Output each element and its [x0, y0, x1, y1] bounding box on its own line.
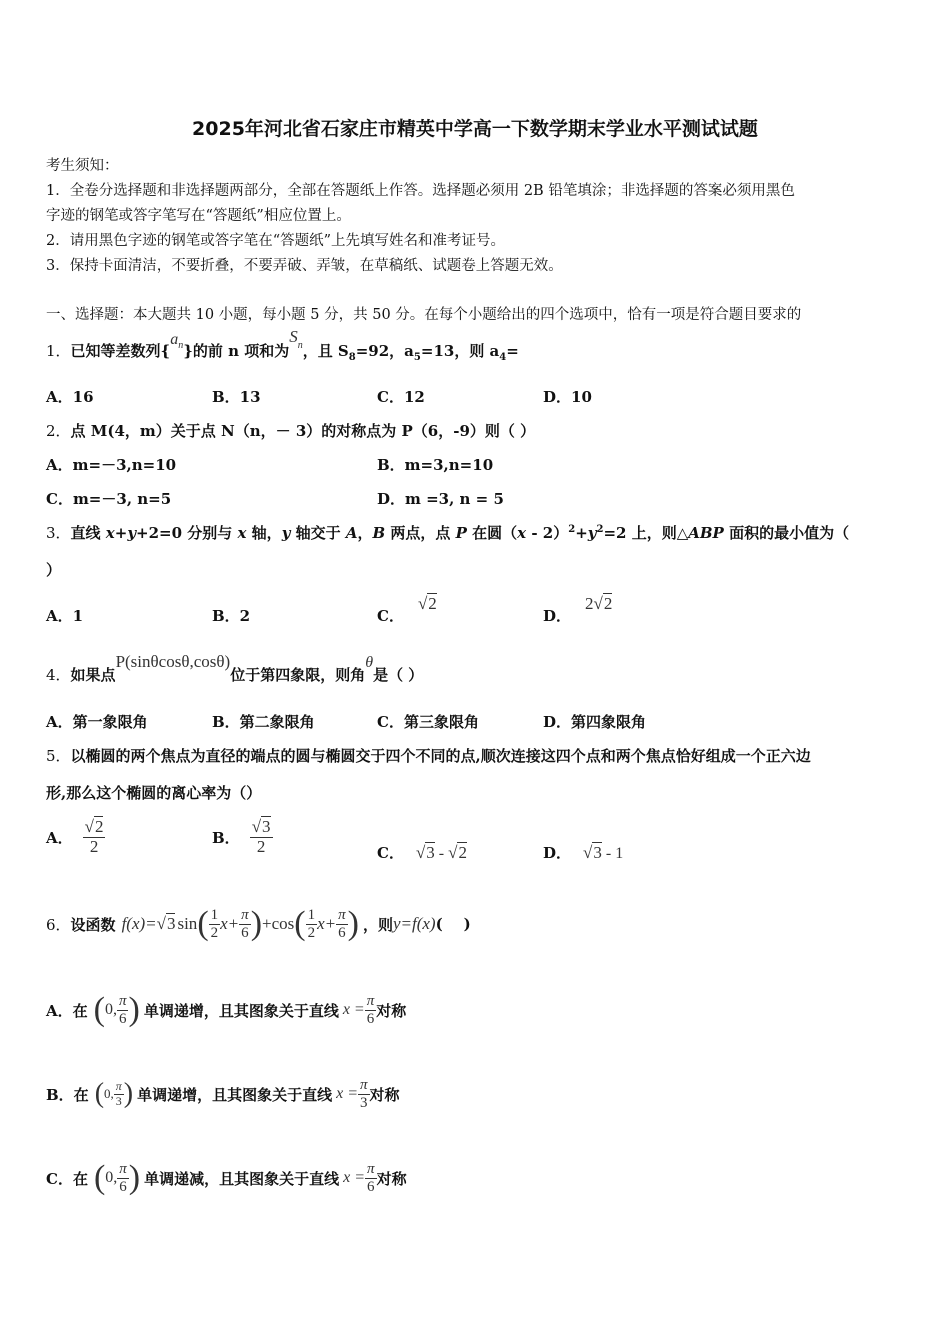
q3-option-c-sqrt: √2: [417, 594, 437, 613]
q5-option-c-sqrt-2: √2: [448, 843, 467, 862]
page-title: 2025年河北省石家庄市精英中学高一下数学期末学业水平测试试题: [192, 118, 758, 140]
q3-option-d[interactable]: [543, 593, 613, 625]
q4-theta: θ: [365, 654, 374, 671]
q5-number: 5．: [46, 747, 71, 765]
q6-pi6-2: [336, 907, 348, 941]
q5-option-d-radicand: 3: [593, 843, 602, 862]
q5-option-a-denominator: 2: [89, 836, 99, 856]
q6-pi6-2-den: 6: [338, 924, 346, 941]
q1-text-2: }的前 n 项和为: [183, 342, 290, 360]
q5-option-b-fraction: [250, 818, 273, 856]
q5-option-b-label: B．: [212, 829, 240, 848]
q6-option-c-x: x =: [343, 1169, 366, 1186]
q6-option-b-x: x =: [336, 1085, 359, 1102]
q3-t4: 轴，: [246, 524, 282, 542]
q6-lhs: f(x)=: [121, 914, 157, 933]
q6-half-2-num: 1: [307, 907, 316, 923]
q1-text-6: =: [506, 342, 519, 360]
q6-option-a-zero: 0,: [104, 1001, 117, 1018]
q6-option-a-paren-open: (: [93, 991, 105, 1028]
q1-text-4: =92，a: [355, 342, 414, 360]
q3-option-c-label: C．: [377, 607, 404, 625]
q6-sqrt3-radicand: 3: [166, 914, 176, 933]
q3-t11: =2 上，则△: [603, 524, 689, 542]
q6-option-a[interactable]: [46, 986, 406, 1034]
q4-text-1: 如果点: [70, 666, 116, 684]
q1-a-sub: n: [178, 340, 184, 351]
q6-half-2: [306, 907, 318, 941]
q3-x3: x: [517, 524, 527, 542]
q6-option-c-interval-frac: [117, 1161, 129, 1195]
q6-option-a-axis-den: 6: [366, 1010, 375, 1027]
q6-option-c-zero: 0,: [105, 1169, 118, 1186]
q6-paren-close-2: ): [347, 905, 359, 942]
q6-text-2: ，则: [362, 915, 393, 934]
q5-option-c-sqrt-1: √3: [415, 843, 435, 862]
q3-option-c-radicand: 2: [428, 594, 437, 613]
q6-option-a-interval-num: π: [118, 993, 127, 1009]
q3-option-d-coef: 2: [585, 594, 594, 613]
q3-t2: +: [114, 524, 128, 542]
q5-option-d-label: D．: [543, 844, 572, 862]
q6-option-a-end: 对称: [376, 1001, 407, 1020]
q5-option-a-numerator: √2: [84, 817, 104, 836]
q1-option-c[interactable]: C．12: [377, 388, 425, 406]
q6-option-b-end: 对称: [369, 1085, 400, 1104]
question-5: [46, 745, 811, 766]
q6-option-b-interval-num: π: [115, 1079, 122, 1094]
q1-sub-4: 4: [499, 352, 507, 363]
q3-x1: x: [105, 524, 115, 542]
q1-option-b[interactable]: B．13: [212, 388, 261, 406]
q6-option-b-zero: 0,: [104, 1086, 114, 1101]
q1-text-3: ，且 S: [302, 342, 349, 360]
q6-option-b-interval-den: 3: [115, 1093, 122, 1108]
q4-option-c[interactable]: C．第三象限角: [377, 713, 479, 731]
q3-t7: 两点，点: [385, 524, 456, 542]
q6-sin: sin: [177, 914, 198, 933]
q4-point-expr: P(sinθcosθ,cosθ): [115, 652, 231, 671]
q3-continuation: ）: [46, 561, 62, 579]
q6-option-c-paren-open: (: [93, 1159, 106, 1196]
q1-option-a[interactable]: A．16: [46, 388, 94, 406]
q3-option-d-sqrt: √2: [593, 594, 613, 613]
q5-option-c-minus: -: [434, 845, 449, 862]
q6-option-c-end: 对称: [376, 1169, 407, 1188]
q5-option-b[interactable]: [212, 818, 273, 856]
q1-a: a: [170, 331, 179, 348]
question-2: [46, 420, 535, 441]
q3-y2: y: [281, 524, 291, 542]
q1-S-sub: n: [297, 340, 303, 351]
q6-option-b-interval-frac: [114, 1080, 124, 1107]
q3-option-d-radicand: 2: [603, 594, 613, 613]
question-3: [46, 522, 849, 543]
q6-option-b-axis-den: 3: [360, 1094, 368, 1111]
q1-text-5: =13，则 a: [420, 342, 500, 360]
q3-number: 3．: [46, 524, 71, 542]
q6-option-a-label: A．在: [46, 1001, 88, 1020]
q3-y3: y: [587, 524, 597, 542]
q6-option-c-paren-close: ): [128, 1159, 141, 1196]
q1-sub-5: 5: [413, 352, 421, 363]
q5-line-2: 形,那么这个椭圆的离心率为（）: [46, 784, 262, 802]
q6-sqrt3: √3: [156, 914, 176, 933]
q6-option-a-paren-close: ): [128, 991, 140, 1028]
q3-t1: 直线: [70, 524, 106, 542]
q3-exp-2: 2: [596, 524, 604, 535]
q6-pi6-1-den: 6: [241, 924, 249, 941]
q2-text: 点 M(4，m）关于点 N（n，－ 3）的对称点为 P（6，-9）则（ ）: [70, 422, 536, 440]
q5-option-d-sqrt: √3: [583, 843, 602, 862]
q3-P: P: [455, 524, 467, 542]
q5-option-c-radicand-1: 3: [426, 843, 435, 862]
notice-line-2: 2．请用黑色字迹的钢笔或答字笔在“答题纸”上先填写姓名和准考证号。: [46, 233, 506, 249]
q3-option-b[interactable]: B．2: [212, 607, 251, 625]
q5-option-a[interactable]: [46, 818, 105, 856]
q5-option-d[interactable]: [543, 842, 623, 863]
section-heading: 一、选择题：本大题共 10 小题，每小题 5 分，共 50 分。在每个小题给出的四个选项中，恰有一项是符合题目要求的: [46, 307, 802, 323]
q1-text-1: 已知等差数列{: [70, 342, 171, 360]
q6-plus-cos: +cos: [262, 914, 295, 933]
question-6: [46, 900, 471, 948]
q6-paren-open-2: (: [294, 905, 306, 942]
q6-option-c[interactable]: [46, 1154, 407, 1202]
q3-t12: 面积的最小值为（: [723, 524, 850, 542]
q6-text-3: ( ): [435, 915, 471, 933]
q6-option-a-mid: 单调递增，且其图象关于直线: [143, 1001, 339, 1020]
q6-half-1: [209, 907, 221, 941]
q5-option-d-rest: - 1: [601, 845, 624, 862]
q6-paren-close-1: ): [250, 905, 263, 942]
q3-x2: x: [237, 524, 247, 542]
q6-option-b[interactable]: [46, 1070, 400, 1118]
q6-number: 6．: [46, 915, 71, 934]
q3-t6: ，: [357, 524, 373, 542]
q6-option-a-axis-num: π: [366, 993, 375, 1009]
q1-option-d[interactable]: D．10: [543, 388, 592, 406]
q1-S: S: [289, 327, 298, 346]
q6-option-c-interval-den: 6: [119, 1178, 127, 1195]
q5-option-b-radicand: 3: [262, 817, 271, 836]
q6-option-c-interval-num: π: [119, 1161, 127, 1177]
q3-y1: y: [127, 524, 137, 542]
q4-option-d[interactable]: D．第四象限角: [543, 713, 647, 731]
q3-t8: 在圆（: [466, 524, 518, 542]
q3-t3: +2=0 分别与: [136, 524, 238, 542]
q6-half-1-num: 1: [210, 907, 219, 923]
q3-option-c[interactable]: [377, 593, 437, 625]
notice-heading: 考生须知：: [46, 158, 119, 174]
question-1: [46, 328, 519, 368]
q6-option-c-axis-frac: [365, 1161, 377, 1195]
q2-option-d[interactable]: D．m =3, n = 5: [377, 490, 504, 508]
q6-text-1: 设函数: [70, 915, 116, 934]
q5-line-1: 以椭圆的两个焦点为直径的端点的圆与椭圆交于四个不同的点,顺次连接这四个点和两个焦点恰好组成一个正六边: [70, 747, 811, 765]
q5-option-c-radicand-2: 2: [458, 843, 467, 862]
q6-option-c-axis-den: 6: [367, 1178, 375, 1195]
q6-pi6-1: [239, 907, 251, 941]
q6-pi6-2-num: π: [338, 907, 346, 923]
q5-option-a-label: A．: [46, 829, 73, 848]
q5-option-a-fraction: [83, 818, 106, 856]
notice-line-3: 3．保持卡面清洁，不要折叠，不要弄破、弄皱，在草稿纸、试题卷上答题无效。: [46, 258, 563, 274]
q6-pi6-1-num: π: [241, 907, 249, 923]
q3-t10: +: [575, 524, 588, 542]
q6-rhs: y=f(x): [392, 914, 436, 933]
q6-option-a-interval-den: 6: [118, 1010, 127, 1027]
q1-sub-8: 8: [348, 352, 356, 363]
q6-option-c-label: C．在: [46, 1169, 88, 1188]
q6-option-b-mid: 单调递增，且其图象关于直线: [137, 1085, 333, 1104]
q5-option-a-radicand: 2: [94, 817, 104, 836]
q3-exp-1: 2: [568, 524, 576, 535]
q3-A: A: [345, 524, 358, 542]
q3-t9: - 2）: [526, 524, 569, 542]
q2-option-a[interactable]: A．m=－3,n=10: [46, 456, 177, 474]
question-4: [46, 651, 424, 684]
q6-xplus-1: x+: [220, 914, 240, 933]
q3-ABP: ABP: [688, 524, 724, 542]
q6-option-b-label: B．在: [46, 1085, 89, 1104]
q3-option-d-label: D．: [543, 607, 572, 625]
q6-option-a-axis-frac: [365, 993, 377, 1027]
q6-option-c-mid: 单调递减，且其图象关于直线: [144, 1169, 340, 1188]
q6-option-b-axis-num: π: [360, 1077, 368, 1093]
q5-option-c-label: C．: [377, 844, 404, 862]
q6-xplus-2: x+: [317, 914, 337, 933]
q3-option-a[interactable]: A．1: [46, 607, 84, 625]
q2-option-b[interactable]: B．m=3,n=10: [377, 456, 494, 474]
q4-text-3: 是（ ）: [373, 666, 424, 684]
q4-option-b[interactable]: B．第二象限角: [212, 713, 315, 731]
notice-line-1a: 1．全卷分选择题和非选择题两部分，全部在答题纸上作答。选择题必须用 2B 铅笔填涂；非选择题的答案必须用黑色: [46, 183, 795, 199]
q6-half-2-den: 2: [307, 924, 316, 941]
q6-option-a-x: x =: [342, 1001, 365, 1018]
q2-number: 2．: [46, 422, 71, 440]
q6-paren-open-1: (: [197, 905, 209, 942]
q6-option-c-axis-num: π: [367, 1161, 375, 1177]
q6-option-b-paren-open: (: [94, 1078, 105, 1109]
notice-line-1b: 字迹的钢笔或答字笔写在“答题纸”相应位置上。: [46, 208, 351, 224]
q2-option-c[interactable]: C．m=－3, n=5: [46, 490, 172, 508]
q3-t5: 轴交于: [290, 524, 346, 542]
q5-option-b-numerator: √3: [251, 817, 271, 836]
q6-option-b-axis-frac: [358, 1077, 370, 1111]
q4-number: 4．: [46, 666, 71, 684]
q5-option-b-denominator: 2: [256, 836, 266, 856]
q4-option-a[interactable]: A．第一象限角: [46, 713, 148, 731]
q1-number: 1．: [46, 342, 71, 360]
q5-option-c[interactable]: [377, 842, 467, 863]
q3-B: B: [372, 524, 386, 542]
q4-text-2: 位于第四象限，则角: [230, 666, 366, 684]
q6-option-a-interval-frac: [117, 993, 129, 1027]
q6-option-b-paren-close: ): [123, 1078, 134, 1109]
q6-half-1-den: 2: [210, 924, 219, 941]
